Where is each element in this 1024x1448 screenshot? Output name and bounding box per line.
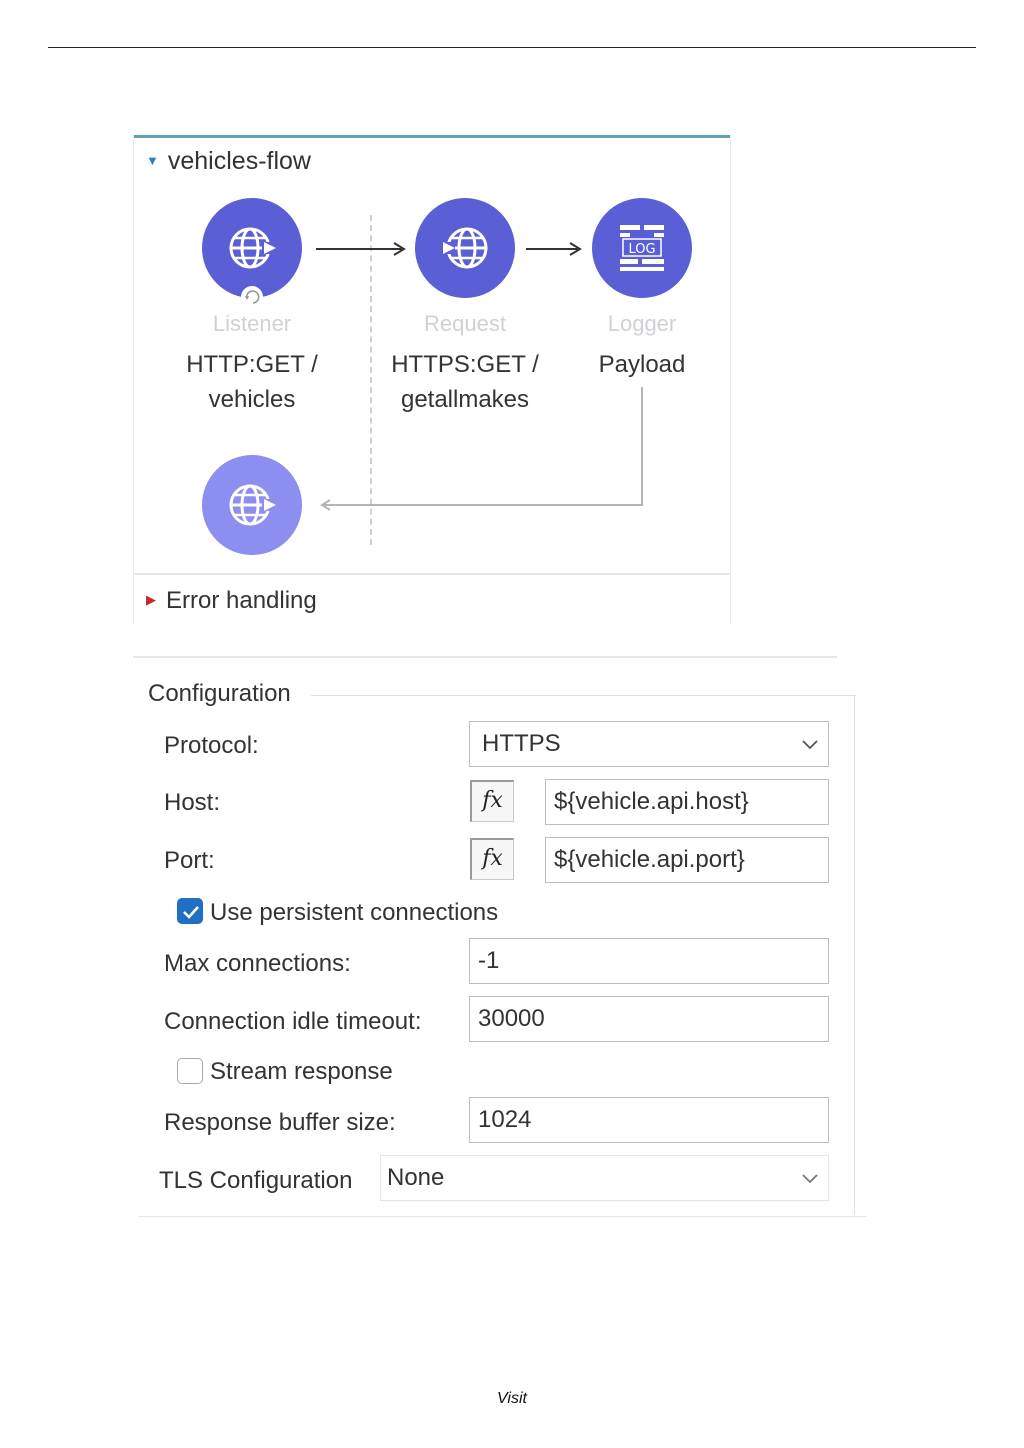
chevron-down-icon	[800, 734, 820, 754]
idle-timeout-input[interactable]: 30000	[469, 996, 829, 1042]
group-border-bottom	[138, 1216, 866, 1217]
response-node[interactable]	[202, 455, 302, 555]
port-label: Port:	[164, 847, 215, 874]
listener-node[interactable]	[202, 198, 302, 298]
logger-node[interactable]	[592, 198, 692, 298]
listener-label-line1: HTTP:GET /	[186, 351, 318, 378]
persistent-connections-checkbox[interactable]	[177, 898, 203, 924]
request-tag: Request	[424, 311, 506, 336]
listener-tag: Listener	[212, 311, 292, 336]
footer-text: Visit	[497, 1390, 527, 1407]
buffer-size-label: Response buffer size:	[164, 1109, 396, 1136]
host-label: Host:	[164, 789, 221, 816]
logger-label-line1: Payload	[598, 351, 686, 378]
chevron-down-icon	[800, 1168, 820, 1188]
stream-response-checkbox[interactable]	[177, 1058, 203, 1084]
configuration-panel	[138, 668, 856, 1220]
panel-separator	[133, 656, 837, 658]
top-rule	[48, 47, 976, 48]
flow-return-path	[314, 385, 654, 515]
request-label-line1: HTTPS:GET /	[391, 351, 539, 378]
error-handling-header[interactable]	[146, 587, 317, 615]
expand-triangle-icon[interactable]: ▶	[146, 592, 156, 607]
listener-label-line2: vehicles	[208, 386, 296, 413]
flow-arrow-1	[314, 239, 410, 259]
globe-request-icon	[415, 198, 515, 298]
max-connections-input[interactable]: -1	[469, 938, 829, 984]
collapse-triangle-icon[interactable]: ▼	[146, 153, 159, 168]
error-handling-separator	[134, 573, 730, 575]
protocol-value: HTTPS	[482, 730, 561, 757]
flow-title: vehicles-flow	[167, 147, 311, 175]
flow-arrow-2	[524, 239, 586, 259]
idle-timeout-label: Connection idle timeout:	[164, 1008, 422, 1035]
request-label-line2: getallmakes	[400, 386, 530, 413]
max-connections-label: Max connections:	[164, 950, 351, 977]
persistent-connections-label: Use persistent connections	[210, 899, 499, 926]
group-border-top	[311, 695, 856, 696]
host-input[interactable]: ${vehicle.api.host}	[545, 779, 829, 825]
configuration-title: Configuration	[148, 680, 291, 707]
listener-label	[167, 347, 337, 417]
checkmark-icon	[178, 899, 204, 925]
tls-configuration-value: None	[387, 1164, 445, 1191]
protocol-label: Protocol:	[164, 732, 259, 759]
group-border-right	[854, 695, 855, 1215]
port-fx-button[interactable]: fx	[470, 838, 514, 880]
request-node[interactable]	[415, 198, 515, 298]
flow-canvas	[133, 135, 731, 625]
globe-response-icon	[202, 455, 302, 555]
stream-response-label: Stream response	[210, 1058, 393, 1085]
tls-configuration-select[interactable]	[380, 1155, 829, 1201]
source-badge	[241, 286, 263, 308]
protocol-select[interactable]	[469, 721, 829, 767]
port-input[interactable]: ${vehicle.api.port}	[545, 837, 829, 883]
globe-inbound-icon	[202, 198, 302, 298]
error-handling-label: Error handling	[166, 587, 317, 614]
svg-text:LOG: LOG	[628, 242, 656, 257]
logger-label	[557, 347, 727, 382]
logger-tag: Logger	[607, 311, 677, 336]
refresh-icon	[241, 286, 263, 308]
buffer-size-input[interactable]: 1024	[469, 1097, 829, 1143]
log-icon	[592, 198, 692, 298]
tls-configuration-label: TLS Configuration	[159, 1167, 353, 1194]
flow-header[interactable]	[146, 147, 311, 176]
flow-accent-bar	[134, 135, 730, 138]
host-fx-button[interactable]: fx	[470, 780, 514, 822]
